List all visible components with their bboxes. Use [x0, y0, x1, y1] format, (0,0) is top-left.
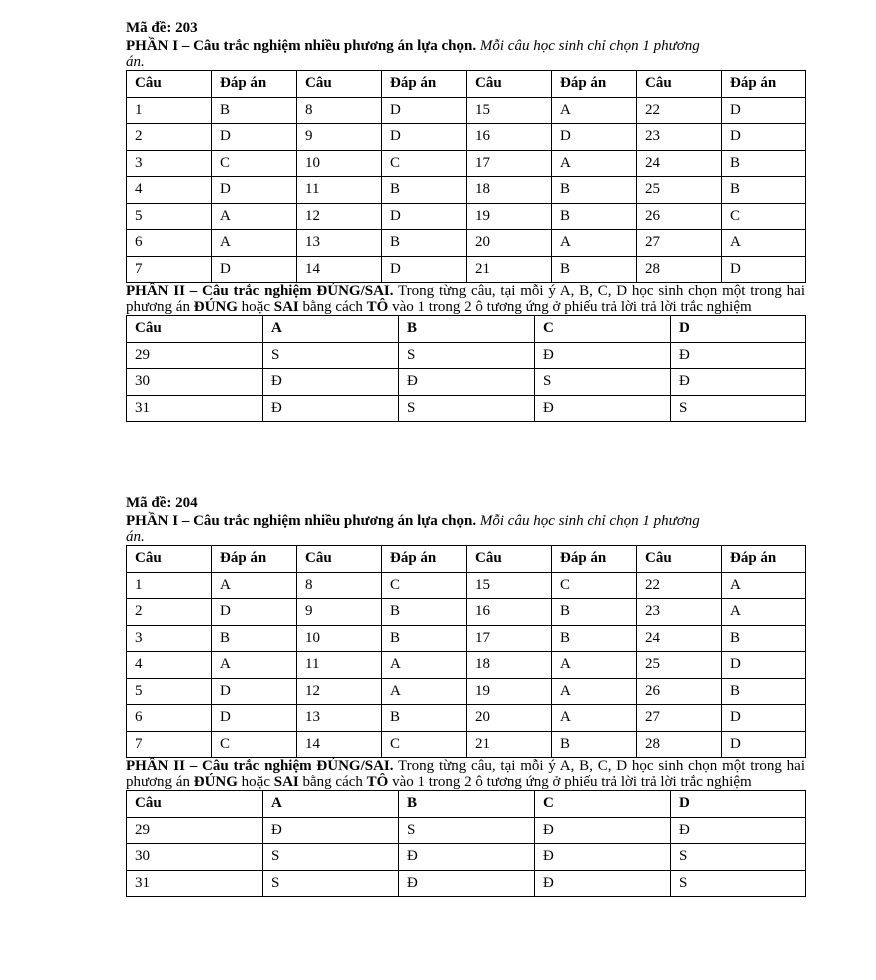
table-cell: 22 [637, 572, 722, 599]
table-cell: 23 [637, 124, 722, 151]
table-cell: Đ [263, 369, 399, 396]
table-cell: 31 [127, 395, 263, 422]
table-cell: A [212, 203, 297, 230]
table-cell: D [212, 124, 297, 151]
table-row [127, 256, 806, 283]
column-header: Đáp án [722, 71, 806, 98]
table-cell: A [722, 230, 806, 257]
table-cell: 19 [467, 678, 552, 705]
table-cell: A [552, 150, 637, 177]
table-cell: D [382, 124, 467, 151]
table-cell: A [722, 572, 806, 599]
table-cell: 21 [467, 731, 552, 758]
table-cell: B [382, 705, 467, 732]
answer-key-section-204 [126, 495, 805, 897]
part1-note-cont: án. [126, 529, 145, 545]
table-cell: 7 [127, 731, 212, 758]
column-header: Đáp án [212, 71, 297, 98]
table-cell: A [722, 599, 806, 626]
table-cell: 4 [127, 652, 212, 679]
table-cell: C [212, 731, 297, 758]
table-cell: B [212, 625, 297, 652]
table-cell: 1 [127, 572, 212, 599]
part2-tbody [127, 791, 806, 897]
table-cell: B [722, 150, 806, 177]
table-cell: 28 [637, 731, 722, 758]
table-cell: D [722, 256, 806, 283]
table-cell: 12 [297, 678, 382, 705]
table-cell: B [552, 203, 637, 230]
table-cell: B [382, 177, 467, 204]
table-cell: 26 [637, 203, 722, 230]
table-cell: 18 [467, 652, 552, 679]
table-cell: 25 [637, 652, 722, 679]
part1-table [126, 70, 806, 283]
part1-tbody [127, 71, 806, 283]
table-cell: 17 [467, 150, 552, 177]
table-cell: 8 [297, 572, 382, 599]
table-cell: Đ [399, 870, 535, 897]
part1-title: PHẦN I – Câu trắc nghiệm nhiều phương án lựa chọn. [126, 513, 477, 529]
table-cell: 27 [637, 705, 722, 732]
answer-key-section-203 [126, 20, 805, 422]
table-cell: 31 [127, 870, 263, 897]
table-cell: 14 [297, 731, 382, 758]
table-cell: S [671, 844, 806, 871]
table-row [127, 652, 806, 679]
table-cell: 2 [127, 599, 212, 626]
table-cell: S [399, 342, 535, 369]
table-cell: 9 [297, 124, 382, 151]
table-cell: D [722, 652, 806, 679]
table-cell: 11 [297, 177, 382, 204]
table-row [127, 731, 806, 758]
part1-note-cont: án. [126, 54, 145, 70]
table-row [127, 97, 806, 124]
table-cell: Đ [399, 844, 535, 871]
table-cell: C [382, 731, 467, 758]
table-cell: Đ [263, 817, 399, 844]
table-cell: 14 [297, 256, 382, 283]
table-row [127, 599, 806, 626]
table-row [127, 342, 806, 369]
column-header: D [671, 316, 806, 343]
table-cell: Đ [671, 817, 806, 844]
column-header: Đáp án [212, 546, 297, 573]
table-row [127, 230, 806, 257]
table-cell: S [671, 870, 806, 897]
table-cell: 22 [637, 97, 722, 124]
table-cell: 18 [467, 177, 552, 204]
table-cell: Đ [671, 369, 806, 396]
table-cell: 8 [297, 97, 382, 124]
table-cell: 28 [637, 256, 722, 283]
table-cell: B [552, 731, 637, 758]
table-cell: 20 [467, 230, 552, 257]
table-row [127, 395, 806, 422]
part2-heading: PHẦN II – Câu trắc nghiệm ĐÚNG/SAI. Trong từng câu, tại mỗi ý A, B, C, D học sinh chọn một trong hai phương án ĐÚNG hoặc SAI bằng cách TÔ vào 1 trong 2 ô tương ứng ở phiếu trả lời trả lời trắc nghiệm [126, 283, 805, 315]
table-cell: B [552, 256, 637, 283]
table-cell: 15 [467, 97, 552, 124]
table-cell: D [382, 256, 467, 283]
table-cell: B [552, 625, 637, 652]
part2-title: PHẦN II – Câu trắc nghiệm ĐÚNG/SAI. [126, 283, 394, 299]
table-row [127, 678, 806, 705]
table-cell: 12 [297, 203, 382, 230]
table-row [127, 625, 806, 652]
table-row [127, 572, 806, 599]
table-cell: D [212, 177, 297, 204]
part1-tbody [127, 546, 806, 758]
table-cell: 24 [637, 150, 722, 177]
table-cell: Đ [263, 395, 399, 422]
column-header: Câu [297, 546, 382, 573]
table-cell: A [552, 97, 637, 124]
table-cell: S [535, 369, 671, 396]
table-cell: D [212, 256, 297, 283]
table-cell: 30 [127, 844, 263, 871]
table-cell: 24 [637, 625, 722, 652]
table-cell: C [212, 150, 297, 177]
table-cell: A [212, 572, 297, 599]
table-cell: Đ [535, 870, 671, 897]
table-cell: 19 [467, 203, 552, 230]
table-cell: S [399, 395, 535, 422]
column-header: Câu [637, 546, 722, 573]
table-cell: B [382, 625, 467, 652]
table-cell: 15 [467, 572, 552, 599]
part1-note: Mỗi câu học sinh chỉ chọn 1 phương [479, 513, 700, 529]
table-row [127, 124, 806, 151]
column-header: Đáp án [552, 546, 637, 573]
table-cell: C [382, 572, 467, 599]
table-cell: D [552, 124, 637, 151]
table-cell: 13 [297, 230, 382, 257]
table-cell: A [212, 652, 297, 679]
table-cell: 3 [127, 150, 212, 177]
table-cell: 25 [637, 177, 722, 204]
table-header-row [127, 316, 806, 343]
part2-table [126, 790, 806, 897]
table-cell: 16 [467, 124, 552, 151]
table-cell: 1 [127, 97, 212, 124]
column-header: C [535, 791, 671, 818]
table-cell: D [382, 97, 467, 124]
table-cell: B [552, 177, 637, 204]
table-cell: D [722, 705, 806, 732]
column-header: Câu [127, 546, 212, 573]
table-cell: 29 [127, 817, 263, 844]
table-cell: A [382, 678, 467, 705]
column-header: Đáp án [722, 546, 806, 573]
table-cell: S [399, 817, 535, 844]
table-cell: Đ [671, 342, 806, 369]
table-cell: 5 [127, 678, 212, 705]
table-cell: 10 [297, 150, 382, 177]
table-cell: A [382, 652, 467, 679]
table-cell: Đ [535, 395, 671, 422]
table-cell: A [552, 230, 637, 257]
table-cell: B [722, 625, 806, 652]
column-header: Câu [127, 791, 263, 818]
table-cell: D [722, 124, 806, 151]
column-header: Câu [467, 71, 552, 98]
table-header-row [127, 791, 806, 818]
table-header-row [127, 546, 806, 573]
table-cell: D [212, 599, 297, 626]
part2-table [126, 315, 806, 422]
table-cell: Đ [535, 817, 671, 844]
column-header: Câu [127, 71, 212, 98]
table-cell: 27 [637, 230, 722, 257]
table-cell: B [722, 678, 806, 705]
table-cell: C [722, 203, 806, 230]
column-header: A [263, 316, 399, 343]
table-cell: 11 [297, 652, 382, 679]
part2-title: PHẦN II – Câu trắc nghiệm ĐÚNG/SAI. [126, 758, 394, 774]
table-cell: Đ [535, 342, 671, 369]
table-cell: A [552, 678, 637, 705]
part2-heading: PHẦN II – Câu trắc nghiệm ĐÚNG/SAI. Trong từng câu, tại mỗi ý A, B, C, D học sinh chọn một trong hai phương án ĐÚNG hoặc SAI bằng cách TÔ vào 1 trong 2 ô tương ứng ở phiếu trả lời trả lời trắc nghiệm [126, 758, 805, 790]
table-cell: B [382, 230, 467, 257]
column-header: C [535, 316, 671, 343]
table-cell: C [552, 572, 637, 599]
column-header: Đáp án [382, 71, 467, 98]
table-cell: D [382, 203, 467, 230]
table-cell: Đ [535, 844, 671, 871]
column-header: B [399, 791, 535, 818]
table-cell: 16 [467, 599, 552, 626]
table-row [127, 705, 806, 732]
table-cell: 29 [127, 342, 263, 369]
column-header: Câu [467, 546, 552, 573]
column-header: Câu [127, 316, 263, 343]
table-cell: 9 [297, 599, 382, 626]
part1-heading [126, 38, 805, 70]
part2-tbody [127, 316, 806, 422]
table-row [127, 817, 806, 844]
table-cell: D [212, 705, 297, 732]
table-row [127, 870, 806, 897]
exam-code: Mã đề: 204 [126, 495, 198, 511]
table-cell: 2 [127, 124, 212, 151]
table-cell: S [263, 342, 399, 369]
table-cell: 6 [127, 230, 212, 257]
table-cell: 30 [127, 369, 263, 396]
table-cell: 13 [297, 705, 382, 732]
table-row [127, 177, 806, 204]
table-cell: A [212, 230, 297, 257]
table-cell: B [722, 177, 806, 204]
part1-heading [126, 513, 805, 545]
exam-code: Mã đề: 203 [126, 20, 198, 36]
table-cell: B [382, 599, 467, 626]
part1-title: PHẦN I – Câu trắc nghiệm nhiều phương án lựa chọn. [126, 38, 477, 54]
part1-table [126, 545, 806, 758]
table-cell: 4 [127, 177, 212, 204]
table-cell: 21 [467, 256, 552, 283]
table-cell: 6 [127, 705, 212, 732]
table-cell: S [263, 870, 399, 897]
table-cell: 5 [127, 203, 212, 230]
column-header: Câu [297, 71, 382, 98]
table-cell: 26 [637, 678, 722, 705]
table-header-row [127, 71, 806, 98]
table-cell: 17 [467, 625, 552, 652]
table-cell: 3 [127, 625, 212, 652]
table-cell: 23 [637, 599, 722, 626]
table-cell: S [263, 844, 399, 871]
table-cell: D [722, 97, 806, 124]
table-row [127, 203, 806, 230]
table-cell: A [552, 705, 637, 732]
part1-note: Mỗi câu học sinh chỉ chọn 1 phương [479, 38, 700, 54]
column-header: B [399, 316, 535, 343]
table-cell: 10 [297, 625, 382, 652]
table-row [127, 844, 806, 871]
table-cell: D [212, 678, 297, 705]
table-row [127, 150, 806, 177]
table-cell: C [382, 150, 467, 177]
table-row [127, 369, 806, 396]
table-cell: B [552, 599, 637, 626]
table-cell: B [212, 97, 297, 124]
table-cell: 7 [127, 256, 212, 283]
column-header: Đáp án [382, 546, 467, 573]
table-cell: A [552, 652, 637, 679]
table-cell: 20 [467, 705, 552, 732]
column-header: D [671, 791, 806, 818]
column-header: Câu [637, 71, 722, 98]
column-header: A [263, 791, 399, 818]
table-cell: D [722, 731, 806, 758]
column-header: Đáp án [552, 71, 637, 98]
table-cell: Đ [399, 369, 535, 396]
table-cell: S [671, 395, 806, 422]
